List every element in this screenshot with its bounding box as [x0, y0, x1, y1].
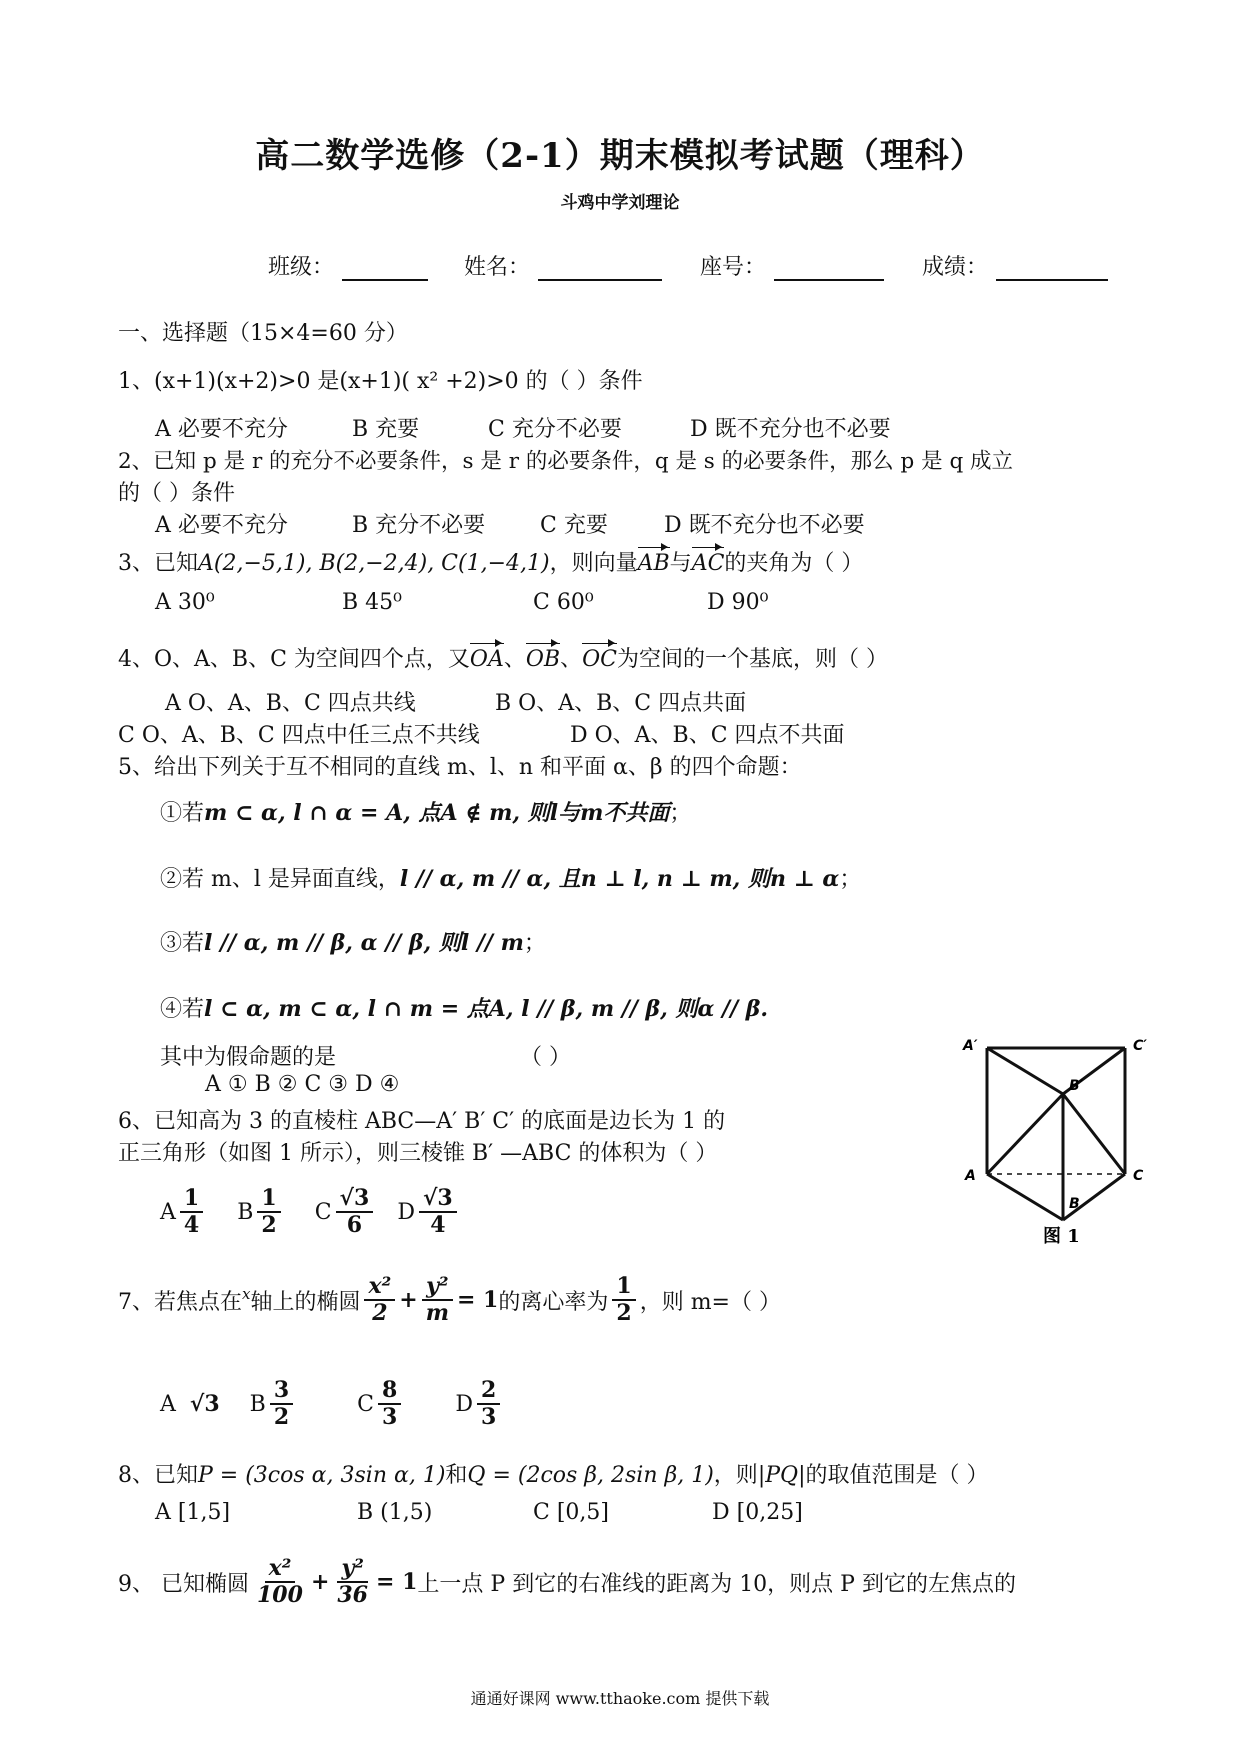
q7-option-a: A √3 — [160, 1391, 220, 1418]
q3-option-b: B 45⁰ — [342, 590, 402, 615]
q7-option-d: D $\frac{2}{3}$ — [455, 1378, 504, 1431]
question-1: 1、(x+1)(x+2)>0 是(x+1)( x² +2)>0 的（ ）条件 — [118, 369, 643, 394]
figure-caption: 图 1 — [1043, 1226, 1080, 1247]
question-6: 6、已知高为 3 的直棱柱 ABC—A′ B′ C′ 的底面是边长为 1 的 — [118, 1109, 726, 1134]
q2-option-d: D 既不充分也不必要 — [664, 513, 865, 538]
q6-option-c: C $\frac{√3}{6}$ — [315, 1186, 378, 1239]
section-heading: 一、选择题（15×4=60 分） — [118, 321, 408, 346]
seat-field: 座号： — [700, 250, 884, 281]
label-a: A — [965, 1168, 976, 1184]
q4-option-d: D O、A、B、C 四点不共面 — [570, 723, 845, 748]
author-line: 斗鸡中学刘理论 — [560, 193, 680, 213]
student-info-row — [268, 250, 1132, 281]
score-blank[interactable] — [996, 257, 1108, 281]
q3-points: A(2,−5,1), B(2,−2,4), C(1,−4,1) — [198, 551, 550, 576]
question-6-cont: 正三角形（如图 1 所示），则三棱锥 B′ —ABC 的体积为（ ） — [118, 1141, 718, 1166]
name-field: 姓名： — [464, 250, 662, 281]
q5-answer-paren: （ ） — [520, 1045, 571, 1070]
question-5: 5、给出下列关于互不相同的直线 m、l、n 和平面 α、β 的四个命题： — [118, 755, 802, 780]
q1-option-b: B 充要 — [352, 417, 420, 442]
class-blank[interactable] — [342, 257, 428, 281]
q5-ask: 其中为假命题的是 — [160, 1045, 337, 1070]
q8-option-d: D [0,25] — [712, 1500, 803, 1525]
q8-option-a: A [1,5] — [155, 1500, 231, 1525]
proposition-3: ③若l // α, m // β, α // β, 则l // m； — [160, 930, 546, 956]
q2-option-b: B 充分不必要 — [352, 513, 486, 538]
label-a-prime: A′ — [963, 1038, 978, 1054]
q8-option-c: C [0,5] — [533, 1500, 609, 1525]
q6-option-a: A $\frac{1}{4}$ — [160, 1186, 207, 1239]
q6-option-b: B $\frac{1}{2}$ — [237, 1186, 284, 1239]
q4-option-c: C O、A、B、C 四点中任三点不共线 — [118, 723, 480, 748]
label-b: B — [1069, 1196, 1080, 1212]
name-blank[interactable] — [538, 257, 662, 281]
question-4: 4、O、A、B、C 为空间四个点，又OA、OB、OC为空间的一个基底，则（ ） — [118, 647, 888, 672]
prism-figure — [945, 1030, 1165, 1270]
question-2-cont: 的（ ）条件 — [118, 481, 235, 506]
question-3: 3、已知A(2,−5,1), B(2,−2,4), C(1,−4,1)，则向量AB与AC的夹角为（ ） — [118, 551, 864, 576]
vector-ac: AC — [691, 551, 725, 576]
q1-option-a: A 必要不充分 — [155, 417, 288, 442]
vector-ob: OB — [525, 647, 561, 672]
q6-options — [160, 1186, 461, 1239]
q4-option-a: A O、A、B、C 四点共线 — [165, 691, 416, 716]
score-field: 成绩： — [922, 250, 1108, 281]
page-title: 高二数学选修（2-1）期末模拟考试题（理科） — [255, 136, 985, 176]
seat-blank[interactable] — [774, 257, 884, 281]
q5-options: A ① B ② C ③ D ④ — [205, 1072, 400, 1097]
vector-oa: OA — [469, 647, 504, 672]
question-8: 8、已知P = (3cos α, 3sin α, 1)和Q = (2cos β, 2sin β, 1)，则|PQ|的取值范围是（ ） — [118, 1463, 989, 1488]
question-2: 2、已知 p 是 r 的充分不必要条件，s 是 r 的必要条件，q 是 s 的必要条件，那么 p 是 q 成立 — [118, 449, 1014, 474]
q8-option-b: B (1,5) — [357, 1500, 433, 1525]
q2-option-c: C 充要 — [540, 513, 608, 538]
q3-option-a: A 30⁰ — [155, 590, 215, 615]
vector-ab: AB — [637, 551, 670, 576]
q7-option-c: C $\frac{8}{3}$ — [357, 1378, 405, 1431]
q1-option-c: C 充分不必要 — [488, 417, 622, 442]
proposition-2: ②若 m、l 是异面直线，l // α, m // α, 且n ⊥ l, n ⊥ m, 则n ⊥ α； — [160, 866, 862, 892]
class-field: 班级： — [268, 250, 428, 281]
footer: 通通好课网 www.tthaoke.com 提供下载 — [470, 1689, 770, 1708]
q3-option-d: D 90⁰ — [707, 590, 769, 615]
question-7: 7、若焦点在 x 轴上的椭圆 $\frac{\text{x²}}{2}$ + $\frac{\text{y²}}{m}$ = 1 的离心率为 $\frac{1}{2}$ ，则 m=（ ） — [118, 1273, 781, 1327]
vector-oc: OC — [582, 647, 617, 672]
label-c: C — [1133, 1168, 1144, 1184]
q4-option-b: B O、A、B、C 四点共面 — [495, 691, 747, 716]
proposition-1: ①若m ⊂ α, l ∩ α = A, 点A ∉ m, 则l与m不共面； — [160, 800, 692, 826]
q7-options — [160, 1378, 504, 1431]
q3-option-c: C 60⁰ — [533, 590, 594, 615]
q2-option-a: A 必要不充分 — [155, 513, 288, 538]
proposition-4: ④若l ⊂ α, m ⊂ α, l ∩ m = 点A, l // β, m // β, 则α // β. — [160, 996, 769, 1022]
label-c-prime: C′ — [1133, 1038, 1147, 1054]
question-9: 9、 已知椭圆 $\frac{\text{x²}}{100}$ + $\frac{\text{y²}}{36}$ = 1 上一点 P 到它的右准线的距离为 10，则点 P 到它的左焦点的 — [118, 1555, 1016, 1609]
q1-option-d: D 既不充分也不必要 — [690, 417, 891, 442]
label-b-prime: B′ — [1069, 1078, 1084, 1094]
q6-option-d: D $\frac{√3}{4}$ — [397, 1186, 460, 1239]
q7-option-b: B $\frac{3}{2}$ — [250, 1378, 297, 1431]
